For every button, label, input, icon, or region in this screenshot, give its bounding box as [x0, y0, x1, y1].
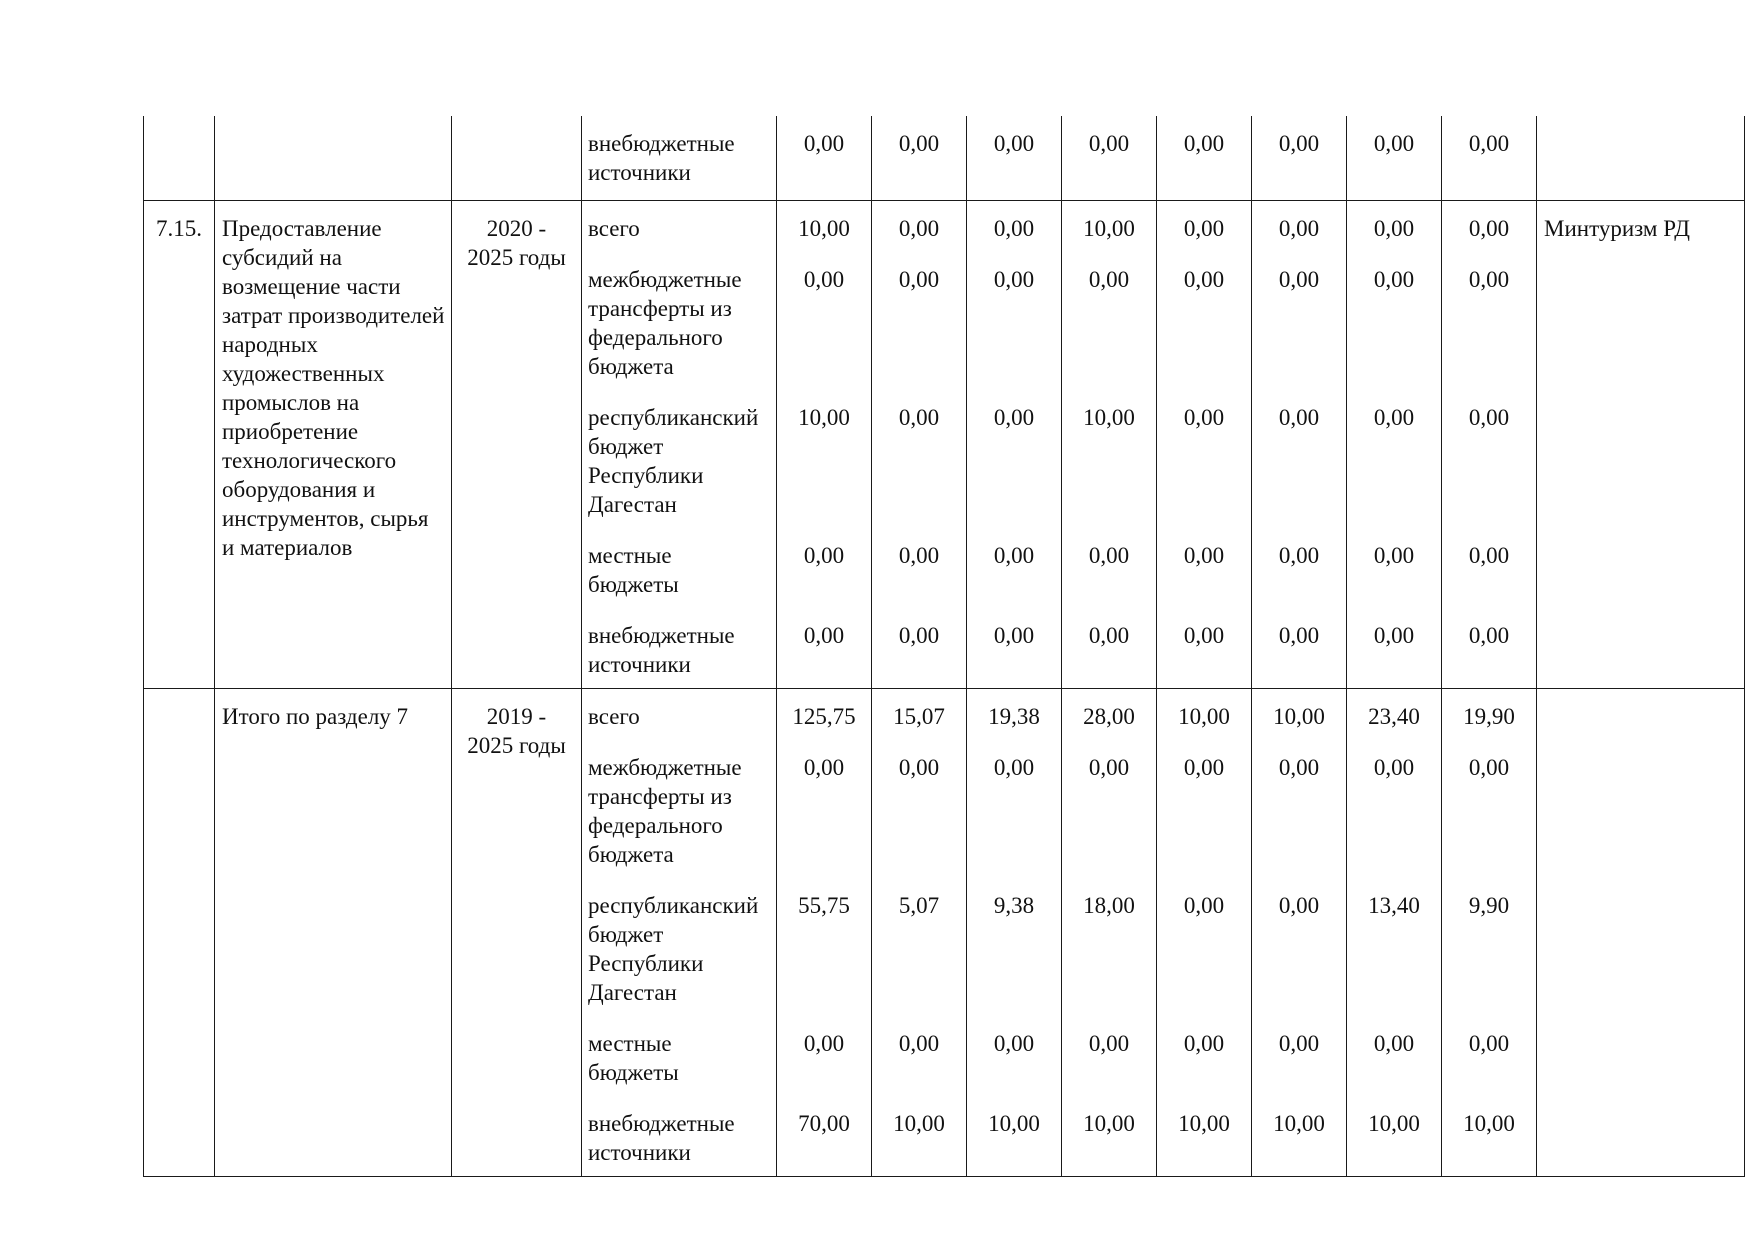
continuation-executor-cell [1537, 116, 1745, 200]
amount-cell: 19,90 [1463, 703, 1515, 729]
amount-cell: 0,00 [1468, 404, 1510, 430]
amount-cell: 0,00 [1278, 215, 1320, 241]
amount-cell: 0,00 [1088, 1030, 1130, 1056]
amount-cell: 0,00 [898, 266, 940, 292]
funding-source-label: республиканский бюджет Республики Дагестан [588, 892, 759, 1005]
amount-cell: 0,00 [993, 131, 1035, 156]
funding-source-label: внебюджетные источники [588, 1110, 735, 1165]
year-column-cell [967, 200, 1062, 688]
implementation-period: 2020 - 2025 годы [452, 200, 582, 688]
amount-cell: 0,00 [1183, 404, 1225, 430]
year-column-cell [1347, 200, 1442, 688]
continuation-row [144, 116, 1745, 200]
amount-cell: 10,00 [1083, 215, 1135, 241]
amount-cell: 0,00 [1373, 1030, 1415, 1056]
amount-cell: 0,00 [993, 622, 1035, 648]
amount-cell: 10,00 [893, 1110, 945, 1136]
amount-cell: 10,00 [1368, 1110, 1420, 1136]
amount-cell: 0,00 [1468, 622, 1510, 648]
year-column-cell [1442, 200, 1537, 688]
amount-cell: 55,75 [798, 892, 850, 918]
amount-cell: 0,00 [1373, 404, 1415, 430]
amount-cell: 10,00 [1178, 703, 1230, 729]
amount-cell: 0,00 [1373, 215, 1415, 241]
amount-cell: 0,00 [993, 542, 1035, 568]
funding-source-label: местные бюджеты [588, 542, 679, 597]
funding-source-label: всего [588, 703, 640, 729]
row-number [144, 688, 215, 1176]
amount-cell: 0,00 [1278, 622, 1320, 648]
amount-cell: 0,00 [803, 1030, 845, 1056]
amount-cell: 0,00 [803, 622, 845, 648]
amount-cell: 23,40 [1368, 703, 1420, 729]
amount-cell: 13,40 [1368, 892, 1420, 918]
amount-cell: 0,00 [1373, 542, 1415, 568]
section-total-row [144, 688, 1745, 1176]
responsible-executor [1537, 688, 1745, 1176]
funding-source-label: внебюджетные источники [588, 131, 735, 185]
amount-cell: 9,90 [1468, 892, 1510, 918]
amount-cell: 0,00 [993, 1030, 1035, 1056]
amount-cell: 0,00 [898, 131, 940, 156]
amount-cell: 0,00 [1088, 754, 1130, 780]
amount-cell: 0,00 [803, 542, 845, 568]
continuation-name-cell [215, 116, 452, 200]
amount-cell: 0,00 [1468, 215, 1510, 241]
year-column-cell [1157, 200, 1252, 688]
amount-cell: 0,00 [1278, 542, 1320, 568]
measure-row-7-15 [144, 200, 1745, 688]
amount-cell: 28,00 [1083, 703, 1135, 729]
amount-cell: 0,00 [1468, 266, 1510, 292]
year-column-cell [1062, 200, 1157, 688]
budget-table [143, 116, 1745, 1177]
year-column-cell [777, 200, 872, 688]
continuation-number-cell [144, 116, 215, 200]
funding-source-label: всего [588, 215, 640, 241]
amount-cell: 0,00 [1183, 131, 1225, 156]
amount-cell: 0,00 [1468, 754, 1510, 780]
year-column-cell [1347, 688, 1442, 1176]
year-column-cell [872, 200, 967, 688]
amount-cell: 0,00 [1373, 622, 1415, 648]
amount-cell: 9,38 [993, 892, 1035, 918]
amount-cell: 18,00 [1083, 892, 1135, 918]
responsible-executor: Минтуризм РД [1537, 200, 1745, 688]
year-column-cell [1442, 688, 1537, 1176]
amount-cell: 0,00 [1183, 892, 1225, 918]
measure-name: Итого по разделу 7 [215, 688, 452, 1176]
amount-cell: 0,00 [1373, 754, 1415, 780]
continuation-source-cell [582, 116, 777, 200]
amount-cell: 0,00 [1183, 1030, 1225, 1056]
continuation-period-cell [452, 116, 582, 200]
amount-cell: 19,38 [988, 703, 1040, 729]
amount-cell: 0,00 [1373, 131, 1415, 156]
year-column-cell [1062, 688, 1157, 1176]
amount-cell: 0,00 [1183, 754, 1225, 780]
amount-cell: 10,00 [1273, 703, 1325, 729]
amount-cell: 15,07 [893, 703, 945, 729]
amount-cell: 0,00 [898, 542, 940, 568]
amount-cell: 0,00 [1278, 892, 1320, 918]
funding-source-label: местные бюджеты [588, 1030, 679, 1085]
amount-cell: 0,00 [1278, 404, 1320, 430]
amount-cell: 10,00 [1083, 1110, 1135, 1136]
amount-cell: 0,00 [1278, 754, 1320, 780]
amount-cell: 0,00 [1088, 542, 1130, 568]
amount-cell: 0,00 [1183, 215, 1225, 241]
amount-cell: 10,00 [798, 215, 850, 241]
year-column-cell [872, 688, 967, 1176]
amount-cell: 0,00 [993, 754, 1035, 780]
amount-cell: 0,00 [1183, 622, 1225, 648]
amount-cell: 0,00 [1468, 542, 1510, 568]
row-number: 7.15. [144, 200, 215, 688]
year-column-cell [1252, 200, 1347, 688]
funding-source-label: внебюджетные источники [588, 622, 735, 677]
amount-cell: 125,75 [792, 703, 856, 729]
amount-cell: 0,00 [1373, 266, 1415, 292]
amount-cell: 0,00 [993, 266, 1035, 292]
amount-cell: 0,00 [1183, 266, 1225, 292]
amount-cell: 10,00 [1178, 1110, 1230, 1136]
amount-cell: 0,00 [1278, 266, 1320, 292]
amount-cell: 10,00 [1273, 1110, 1325, 1136]
amount-cell: 10,00 [798, 404, 850, 430]
amount-cell: 0,00 [803, 754, 845, 780]
measure-name: Предоставление субсидий на возмещение части затрат производителей народных художественных промыслов на приобретение технологического оборудования и инструментов, сырья и материалов [215, 200, 452, 688]
amount-cell: 0,00 [1088, 131, 1130, 156]
amount-cell: 0,00 [803, 266, 845, 292]
amount-cell: 0,00 [1278, 131, 1320, 156]
amount-cell: 0,00 [1468, 131, 1510, 156]
amount-cell: 0,00 [1088, 622, 1130, 648]
funding-sources-cell [582, 688, 777, 1176]
year-column-cell [967, 688, 1062, 1176]
funding-source-label: межбюджетные трансферты из федерального бюджета [588, 266, 742, 379]
amount-cell: 0,00 [898, 215, 940, 241]
funding-sources-cell [582, 200, 777, 688]
year-column-cell [1157, 688, 1252, 1176]
amount-cell: 0,00 [898, 622, 940, 648]
amount-cell: 5,07 [898, 892, 940, 918]
amount-cell: 0,00 [1278, 1030, 1320, 1056]
year-column-cell [777, 688, 872, 1176]
amount-cell: 0,00 [898, 1030, 940, 1056]
funding-source-label: республиканский бюджет Республики Дагестан [588, 404, 759, 517]
amount-cell: 70,00 [798, 1110, 850, 1136]
amount-cell: 0,00 [993, 404, 1035, 430]
amount-cell: 0,00 [1468, 1030, 1510, 1056]
amount-cell: 0,00 [898, 754, 940, 780]
amount-cell: 10,00 [988, 1110, 1040, 1136]
amount-cell: 0,00 [898, 404, 940, 430]
amount-cell: 10,00 [1083, 404, 1135, 430]
year-column-cell [1252, 688, 1347, 1176]
amount-cell: 0,00 [993, 215, 1035, 241]
implementation-period: 2019 - 2025 годы [452, 688, 582, 1176]
amount-cell: 0,00 [1088, 266, 1130, 292]
amount-cell: 10,00 [1463, 1110, 1515, 1136]
amount-cell: 0,00 [803, 131, 845, 156]
funding-source-label: межбюджетные трансферты из федерального бюджета [588, 754, 742, 867]
amount-cell: 0,00 [1183, 542, 1225, 568]
